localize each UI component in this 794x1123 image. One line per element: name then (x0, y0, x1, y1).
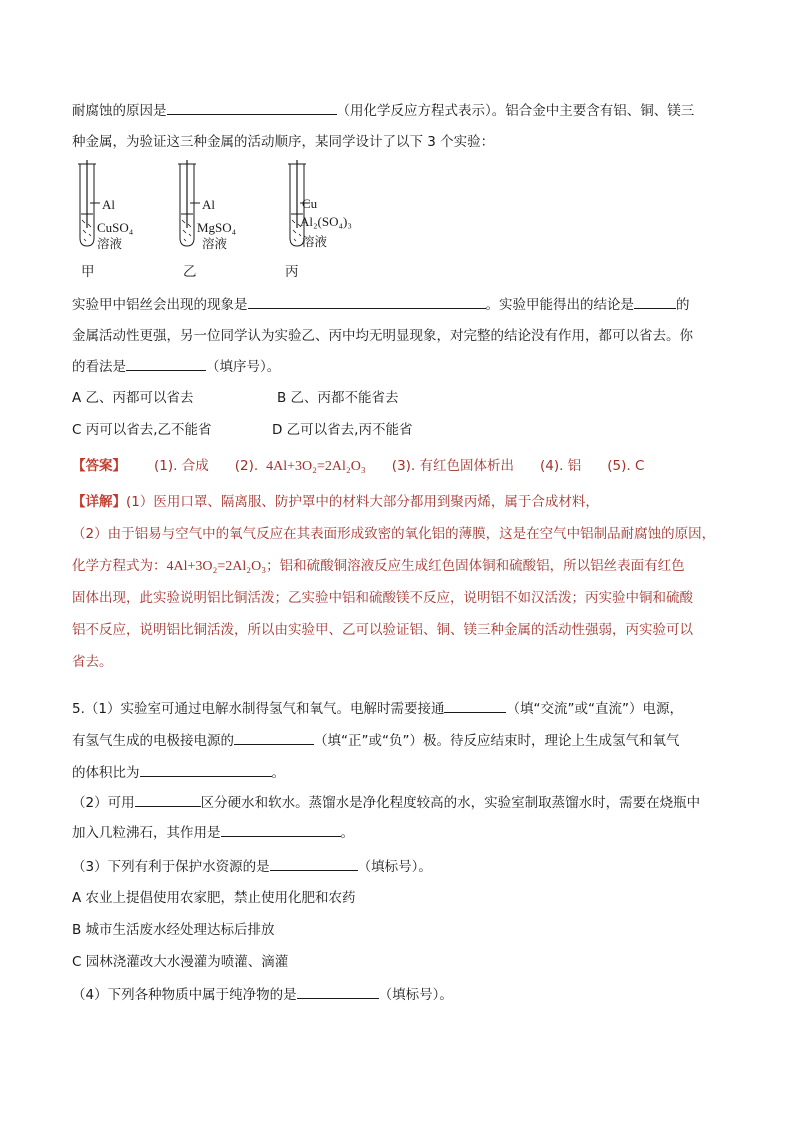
text: 。实验甲能得出的结论是 (485, 297, 634, 313)
text: （填标号）。 (357, 859, 432, 875)
tube3-liquid-label: 溶液 (302, 234, 328, 249)
answer-3: (3). 有红色固体析出 (391, 458, 515, 474)
answer-1: (1). 合成 (154, 458, 209, 474)
text: 。 (271, 765, 285, 781)
text: （填标号）。 (378, 987, 453, 1003)
question-line (72, 792, 732, 813)
answer-blank[interactable] (135, 792, 201, 807)
answer-4: (4). 铝 (540, 458, 582, 474)
detail-line (72, 652, 732, 672)
option-row (72, 420, 732, 440)
text: （2）由于铝易与空气中的氧气反应在其表面形成致密的氧化铝的薄膜，这是在空气中铝制品耐腐蚀的原因， (72, 526, 716, 542)
text: （用化学反应方程式表示）。铝合金中主要含有铝、铜、镁三 (336, 103, 695, 119)
text: ；铝和硫酸铜溶液反应生成红色固体铜和硫酸铝，所以铝丝表面有红色 (266, 558, 685, 574)
text: （3）下列有利于保护水资源的是 (72, 859, 270, 875)
text: 。 (340, 825, 354, 841)
text: （填“交流”或“直流”）电源， (506, 701, 683, 717)
answer-blank[interactable] (444, 698, 506, 713)
question-line (72, 730, 732, 751)
text: C 园林浇灌改大水漫灌为喷灌、滴灌 (72, 954, 289, 970)
answer-blank[interactable] (167, 100, 337, 115)
question-line (72, 294, 732, 315)
answer-blank[interactable] (140, 762, 272, 777)
answer-5: (5). C (607, 458, 645, 474)
question-line (72, 856, 732, 877)
option-b (72, 920, 732, 940)
tube2-metal-label: Al (202, 197, 215, 212)
question-line (72, 100, 732, 121)
detail-line (72, 588, 732, 608)
question-line (72, 762, 732, 783)
text: 有氢气生成的电极接电源的 (72, 733, 234, 749)
answer-line (72, 456, 732, 477)
option-a: A 乙、丙都可以省去 (72, 390, 194, 406)
text: 的 (676, 297, 690, 313)
detail-line (72, 524, 732, 544)
tube3-metal-label: Cu (302, 196, 318, 211)
text: 实验甲中铝丝会出现的现象是 (72, 297, 248, 313)
option-a (72, 888, 732, 908)
text: A 农业上提倡使用农家肥，禁止使用化肥和农药 (72, 890, 356, 906)
tube1-caption: 甲 (81, 264, 95, 280)
answer-tag: 【答案】 (72, 458, 126, 474)
text: 的看法是 (72, 359, 126, 375)
question-line (72, 132, 732, 152)
equation: 4Al+3O₂=2Al₂O₃ (166, 559, 267, 574)
question-line (72, 698, 732, 719)
tube2-liquid-label: 溶液 (202, 236, 228, 251)
text: 的体积比为 (72, 765, 140, 781)
answer-2-equation: 4Al+3O₂=2Al₂O₃ (266, 459, 366, 474)
tube3-caption: 丙 (285, 264, 299, 280)
question-line (72, 356, 732, 377)
option-c (72, 952, 732, 972)
answer-blank[interactable] (248, 294, 486, 309)
question-line (72, 984, 732, 1005)
answer-blank[interactable] (126, 356, 206, 371)
text: 金属活动性更强，另一位同学认为实验乙、丙中均无明显现象，对完整的结论没有作用，都可以省去。你 (72, 328, 693, 344)
option-b: B 乙、丙都不能省去 (277, 390, 399, 406)
text: 化学方程式为： (72, 558, 167, 574)
question-line (72, 326, 732, 346)
text: 耐腐蚀的原因是 (72, 103, 167, 119)
text: 区分硬水和软水。蒸馏水是净化程度较高的水，实验室制取蒸馏水时，需要在烧瓶中 (200, 795, 701, 811)
text: （4）下列各种物质中属于纯净物的是 (72, 987, 297, 1003)
text: 种金属，为验证这三种金属的活动顺序，某同学设计了以下 3 个实验： (72, 134, 495, 150)
text: 加入几粒沸石，其作用是 (72, 825, 221, 841)
detail-tag: 【详解】 (72, 494, 126, 510)
text: 省去。 (72, 654, 113, 670)
text: (1）医用口罩、隔离服、防护罩中的材料大部分都用到聚丙烯，属于合成材料， (126, 494, 599, 510)
detail-line (72, 620, 732, 640)
option-row (72, 388, 732, 408)
question-line (72, 822, 732, 843)
text: B 城市生活废水经处理达标后排放 (72, 922, 275, 938)
answer-blank[interactable] (297, 984, 379, 999)
option-c: C 丙可以省去,乙不能省 (72, 422, 212, 438)
tube2-caption: 乙 (183, 264, 197, 280)
option-d: D 乙可以省去,丙不能省 (272, 422, 413, 438)
tube1-metal-label: Al (102, 197, 115, 212)
answer-2-label: (2). (234, 458, 259, 474)
tube1-solution-label: CuSO₄ (97, 220, 134, 235)
answer-blank[interactable] (221, 822, 341, 837)
text: 铝不反应，说明铝比铜活泼，所以由实验甲、乙可以验证铝、铜、镁三种金属的活动性强弱，丙实验可以 (72, 622, 693, 638)
text: 5.（1）实验室可通过电解水制得氢气和氧气。电解时需要接通 (72, 701, 445, 717)
text: 固体出现，此实验说明铝比铜活泼；乙实验中铝和硫酸镁不反应，说明铝不如汉活泼；丙实验中铜和硫酸 (72, 590, 693, 606)
text: （填序号）。 (206, 359, 281, 375)
detail-line (72, 492, 732, 512)
tube2-solution-label: MgSO₄ (197, 220, 237, 235)
tube1-liquid-label: 溶液 (97, 236, 123, 251)
answer-blank[interactable] (234, 730, 314, 745)
detail-line (72, 556, 732, 577)
answer-blank[interactable] (634, 294, 676, 309)
text: （2）可用 (72, 795, 135, 811)
answer-blank[interactable] (270, 856, 358, 871)
tube3-solution-label: Al₂(SO₄)₃ (300, 214, 352, 229)
text: （填“正”或“负”）极。待反应结束时，理论上生成氢气和氧气 (314, 733, 680, 749)
